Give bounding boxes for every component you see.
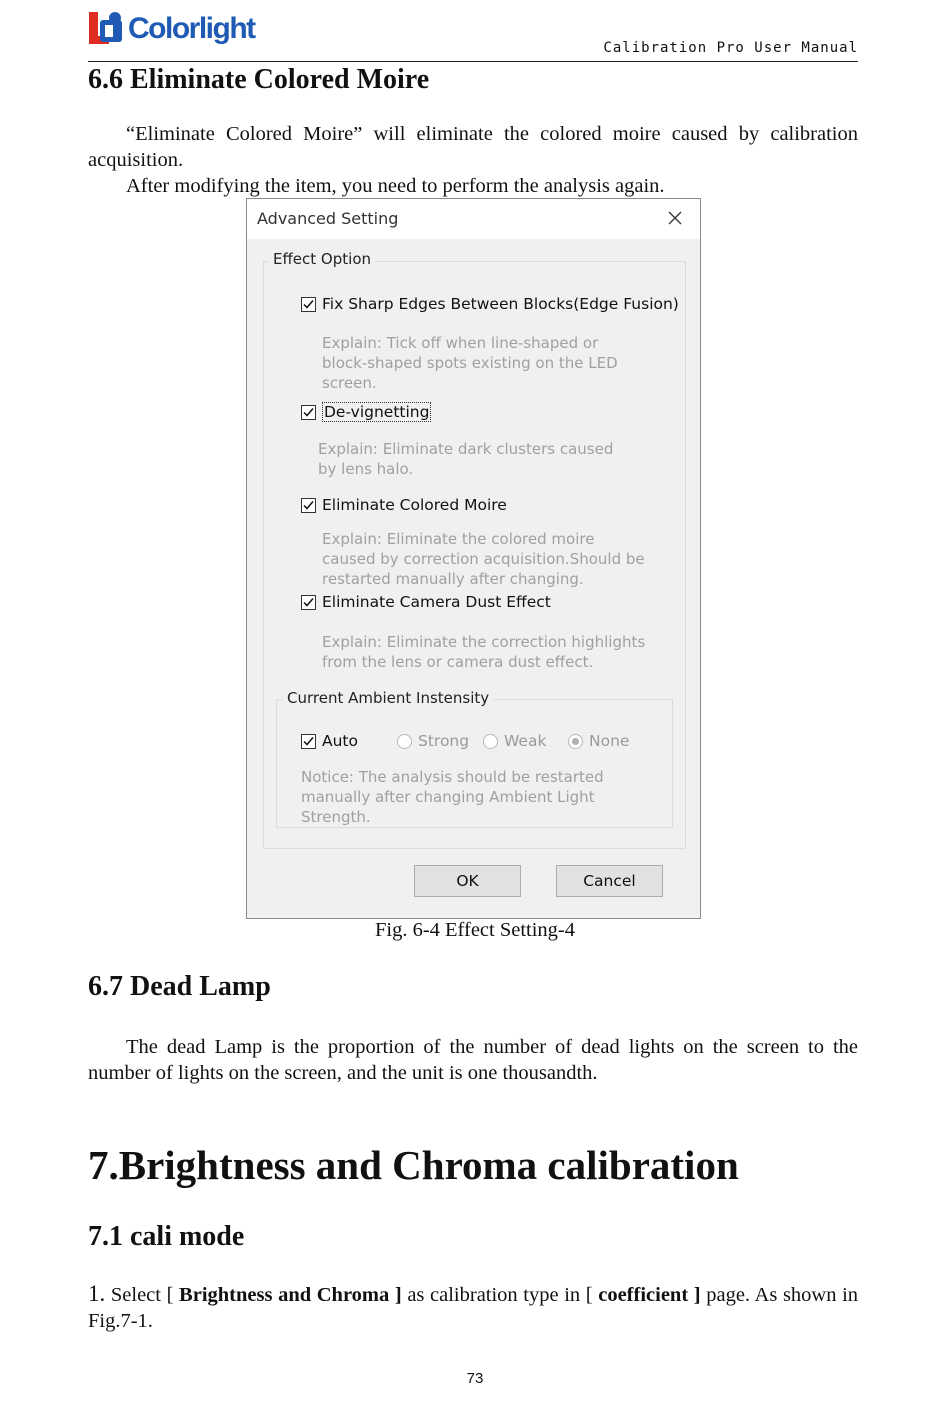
eliminate-camera-dust-explain: Explain: Eliminate the correction highlights from the lens or camera dust effect.: [322, 633, 646, 671]
ok-button[interactable]: OK: [414, 865, 521, 897]
section-7-1-heading: 7.1 cali mode: [88, 1221, 245, 1252]
ambient-intensity-label: Current Ambient Instensity: [283, 689, 493, 707]
eliminate-camera-dust-checkbox[interactable]: [301, 595, 316, 610]
ambient-none-radio[interactable]: [568, 732, 629, 750]
radio-circle-icon: [397, 734, 412, 749]
dialog-body: [247, 239, 700, 918]
checkmark-icon: [302, 596, 315, 609]
section-6-6-paragraph-1: “Eliminate Colored Moire” will eliminate the colored moire caused by calibration acquisition.: [88, 123, 858, 171]
eliminate-colored-moire-explain: Explain: Eliminate the colored moire caused by correction acquisition.Should be restarted manually after changing.: [322, 530, 645, 588]
ambient-strong-label: Strong: [418, 732, 470, 750]
ambient-notice: Notice: The analysis should be restarted manually after changing Ambient Light Strength.: [301, 768, 604, 826]
step-bold-1: Brightness and Chroma ]: [179, 1284, 402, 1306]
dialog-title: Advanced Setting: [257, 209, 399, 228]
edge-fusion-label: Fix Sharp Edges Between Blocks(Edge Fusion): [322, 295, 679, 313]
section-6-7-heading: 6.7 Dead Lamp: [88, 971, 271, 1002]
chapter-7-heading: 7.Brightness and Chroma calibration: [88, 1142, 739, 1188]
advanced-setting-dialog: [246, 198, 701, 919]
ambient-auto-option[interactable]: [301, 732, 358, 750]
cancel-button[interactable]: Cancel: [556, 865, 663, 897]
section-6-6-paragraph-2: After modifying the item, you need to perform the analysis again.: [126, 175, 665, 197]
ambient-weak-label: Weak: [504, 732, 547, 750]
radio-selected-icon: [568, 734, 583, 749]
checkmark-icon: [302, 735, 315, 748]
step-1-paragraph: [88, 1281, 858, 1334]
eliminate-colored-moire-checkbox[interactable]: [301, 498, 316, 513]
section-6-6-heading: 6.6 Eliminate Colored Moire: [88, 64, 430, 95]
de-vignetting-checkbox[interactable]: [301, 405, 316, 420]
checkmark-icon: [302, 499, 315, 512]
ambient-strong-radio[interactable]: [397, 732, 469, 750]
ambient-auto-label: Auto: [322, 732, 358, 750]
step-text-1: Select [: [110, 1284, 174, 1306]
step-bold-2: coefficient ]: [598, 1284, 701, 1306]
ambient-weak-radio[interactable]: [483, 732, 546, 750]
step-text-3: page. As shown in Fig.7-1.: [88, 1284, 859, 1332]
header-divider: [88, 61, 858, 62]
checkmark-icon: [302, 298, 315, 311]
eliminate-colored-moire-label: Eliminate Colored Moire: [322, 496, 507, 514]
section-6-7-paragraph: The dead Lamp is the proportion of the number of dead lights on the screen to the number of lights on the screen, and the unit is one thousandth.: [88, 1036, 858, 1084]
step-text-2: as calibration type in [: [407, 1284, 593, 1306]
ambient-none-label: None: [589, 732, 630, 750]
edge-fusion-checkbox[interactable]: [301, 297, 316, 312]
de-vignetting-explain: Explain: Eliminate dark clusters caused by lens halo.: [318, 440, 614, 478]
edge-fusion-option[interactable]: [301, 295, 679, 313]
close-icon[interactable]: [662, 205, 688, 231]
page-number: 73: [466, 1370, 484, 1387]
edge-fusion-explain: Explain: Tick off when line-shaped or block-shaped spots existing on the LED screen.: [322, 334, 618, 392]
eliminate-colored-moire-option[interactable]: [301, 496, 507, 514]
logo-text: Colorlight: [128, 12, 255, 45]
colorlight-logo: [88, 8, 255, 50]
ambient-auto-checkbox[interactable]: [301, 734, 316, 749]
effect-option-label: Effect Option: [269, 250, 375, 268]
manual-title: Calibration Pro User Manual: [603, 40, 858, 56]
checkmark-icon: [302, 406, 315, 419]
de-vignetting-label: De-vignetting: [324, 403, 430, 421]
de-vignetting-option[interactable]: [301, 402, 431, 422]
figure-caption: Fig. 6-4 Effect Setting-4: [374, 919, 576, 941]
eliminate-camera-dust-label: Eliminate Camera Dust Effect: [322, 593, 551, 611]
colorlight-logo-mark: [88, 10, 126, 48]
step-number: 1.: [88, 1281, 106, 1306]
radio-circle-icon: [483, 734, 498, 749]
eliminate-camera-dust-option[interactable]: [301, 593, 551, 611]
